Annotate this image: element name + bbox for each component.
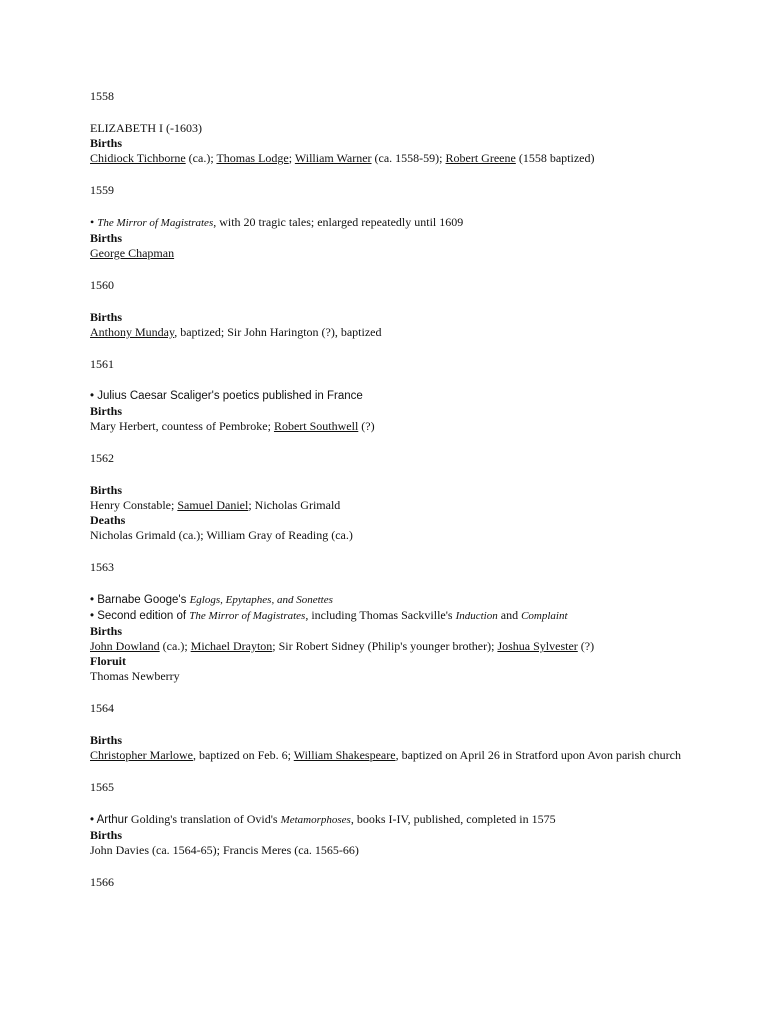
birth-note: (ca. 1558-59); [371, 151, 446, 165]
birth-note: Mary Herbert, countess of Pembroke; [90, 419, 274, 433]
author-link-christopher-marlowe[interactable]: Christopher Marlowe [90, 748, 193, 762]
event-text: , including Thomas Sackville's [305, 608, 456, 622]
birth-note: , baptized; Sir John Harington (?), baptized [174, 325, 382, 339]
births-list [90, 419, 730, 434]
births-heading: Births [90, 310, 123, 324]
author-link-robert-southwell[interactable]: Robert Southwell [273, 419, 359, 433]
births-heading: Births [90, 404, 123, 418]
author-link-michael-drayton[interactable]: Michael Drayton [190, 639, 273, 653]
work-title: The Mirror of Magistrates [97, 217, 214, 229]
year-section-1560 [90, 278, 730, 340]
births-list [90, 151, 730, 166]
birth-note: , baptized on Feb. 6; [192, 748, 294, 762]
timeline-document [90, 89, 730, 890]
births-list [90, 246, 730, 261]
births-list: John Davies (ca. 1564-65); Francis Meres (ca. 1565-66) [90, 843, 359, 857]
author-link-chidiock-tichborne[interactable]: Chidiock Tichborne [90, 151, 186, 165]
reign-note: ELIZABETH I (-1603) [90, 121, 202, 135]
event-item [90, 608, 730, 624]
deaths-heading: Deaths [90, 513, 126, 527]
author-link-anthony-munday[interactable]: Anthony Munday [90, 325, 175, 339]
births-heading: Births [90, 136, 123, 150]
bullet: • [90, 215, 98, 229]
births-list [90, 325, 730, 340]
year-heading: 1561 [90, 357, 114, 371]
birth-note: (?) [358, 419, 375, 433]
births-heading: Births [90, 828, 123, 842]
work-title: Induction [455, 610, 498, 622]
births-heading: Births [90, 733, 123, 747]
event-text: • Arthur [90, 814, 128, 826]
event-text: , with 20 tragic tales; enlarged repeatedly until 1609 [213, 215, 464, 229]
year-section-1565 [90, 780, 730, 858]
author-link-joshua-sylvester[interactable]: Joshua Sylvester [497, 639, 578, 653]
year-section-1563 [90, 560, 730, 684]
births-list [90, 498, 730, 513]
deaths-list: Nicholas Grimald (ca.); William Gray of Reading (ca.) [90, 528, 353, 542]
year-section-1562 [90, 451, 730, 543]
year-heading: 1560 [90, 278, 114, 292]
event-item [90, 592, 730, 608]
birth-note: (ca.); [185, 151, 217, 165]
author-link-george-chapman[interactable]: George Chapman [90, 246, 175, 260]
births-heading: Births [90, 231, 123, 245]
year-heading: 1566 [90, 875, 114, 889]
births-heading: Births [90, 483, 123, 497]
work-title: Metamorphoses [280, 814, 351, 826]
year-heading: 1559 [90, 183, 114, 197]
year-heading: 1558 [90, 89, 114, 103]
birth-note: Henry Constable; [90, 498, 178, 512]
author-link-william-warner[interactable]: William Warner [294, 151, 372, 165]
event-text: • Second edition of [90, 610, 190, 622]
birth-note: (1558 baptized) [515, 151, 595, 165]
year-section-1559 [90, 183, 730, 261]
year-section-1561 [90, 357, 730, 434]
work-title: The Mirror of Magistrates [189, 610, 306, 622]
year-heading: 1565 [90, 780, 114, 794]
year-section-1564 [90, 701, 730, 763]
year-heading: 1563 [90, 560, 114, 574]
year-heading: 1564 [90, 701, 114, 715]
births-heading: Births [90, 624, 123, 638]
birth-note: ; Sir Robert Sidney (Philip's younger brother); [272, 639, 498, 653]
year-section-1566 [90, 875, 730, 890]
birth-note: , baptized on April 26 in Stratford upon Avon parish church [395, 748, 681, 762]
floruit-list: Thomas Newberry [90, 669, 180, 683]
birth-note: ; Nicholas Grimald [248, 498, 341, 512]
author-link-thomas-lodge[interactable]: Thomas Lodge [216, 151, 289, 165]
event-item [90, 215, 730, 231]
event-text: Golding's translation of Ovid's [127, 812, 281, 826]
year-section-1558 [90, 89, 730, 166]
births-list [90, 639, 730, 654]
author-link-samuel-daniel[interactable]: Samuel Daniel [177, 498, 249, 512]
event-text: and [497, 608, 522, 622]
event-text: , books I-IV, published, completed in 1575 [350, 812, 556, 826]
birth-note: (ca.); [159, 639, 191, 653]
author-link-robert-greene[interactable]: Robert Greene [445, 151, 516, 165]
birth-note: (?) [577, 639, 595, 653]
births-list [90, 748, 730, 763]
event-text: • Barnabe Googe's [90, 594, 190, 606]
birth-note: ; [288, 151, 295, 165]
work-title: Eglogs, Epytaphes, and Sonettes [189, 594, 333, 606]
year-heading: 1562 [90, 451, 114, 465]
work-title: Complaint [521, 610, 568, 622]
author-link-john-dowland[interactable]: John Dowland [90, 639, 160, 653]
author-link-william-shakespeare[interactable]: William Shakespeare [293, 748, 396, 762]
event-item [90, 812, 730, 828]
event-item: • Julius Caesar Scaliger's poetics published in France [90, 390, 363, 402]
floruit-heading: Floruit [90, 654, 126, 668]
